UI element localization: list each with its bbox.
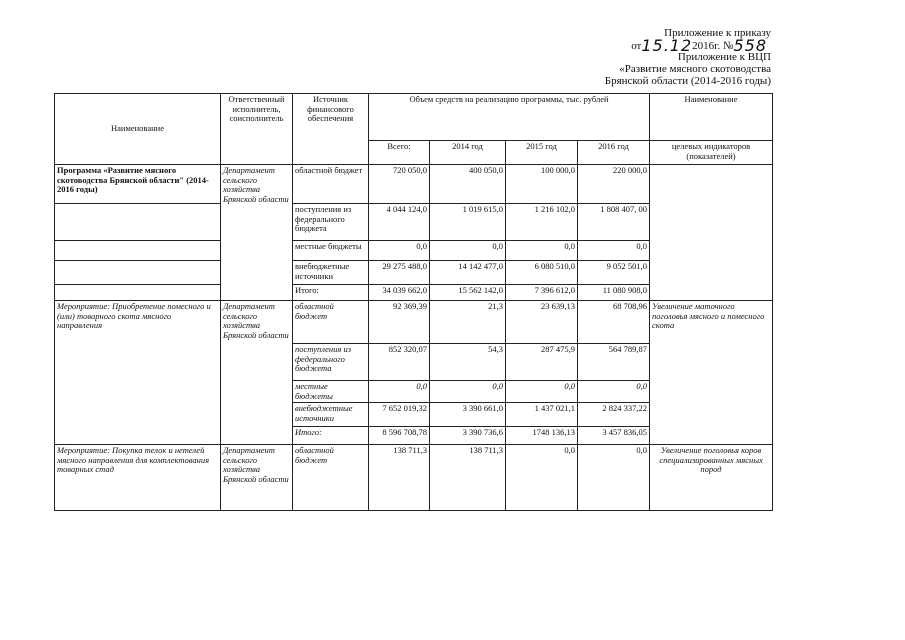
measure1-indicator-cell: Увеличение маточного поголовья мясного и помесного скота [650,301,773,445]
financing-table [54,93,773,511]
source-cell: внебюджетные источники [293,261,369,285]
y2016-cell: 9 052 501,0 [578,261,650,285]
total-cell: 29 275 488,0 [369,261,430,285]
source-cell: поступления из федерального бюджета [293,204,369,241]
y2015-cell: 1748 136,13 [506,427,578,445]
total-cell: 852 320,07 [369,344,430,381]
total-cell: 4 044 124,0 [369,204,430,241]
program-indicator-cell [650,165,773,301]
program-name-cell: Программа «Развитие мясного скотоводства Брянской области" (2014-2016 годы) [55,165,221,204]
total-cell: 92 369,39 [369,301,430,344]
y2014-cell: 15 562 142,0 [430,285,506,301]
col-head-total: Всего: [369,141,430,165]
y2015-cell: 1 437 021,1 [506,403,578,427]
y2014-cell: 14 142 477,0 [430,261,506,285]
order-date-number-line: от15.122016г. №558 [631,36,767,55]
handwritten-number: 558 [733,36,767,55]
total-cell: 0,0 [369,381,430,403]
y2016-cell: 564 789,87 [578,344,650,381]
col-head-indicator-sub: целевых индикаторов (показателей) [650,141,773,165]
y2016-cell: 0,0 [578,381,650,403]
y2014-cell: 400 050,0 [430,165,506,204]
measure2-indicator-cell: Увеличение поголовья коров специализированных мясных пород [650,445,773,511]
y2014-cell: 138 711,3 [430,445,506,511]
y2014-cell: 3 390 736,6 [430,427,506,445]
measure1-executor-cell: Департамент сельского хозяйства Брянской области [221,301,293,445]
y2015-cell: 100 000,0 [506,165,578,204]
y2014-cell: 21,3 [430,301,506,344]
y2014-cell: 0,0 [430,241,506,261]
total-cell: 138 711,3 [369,445,430,511]
col-head-2016: 2016 год [578,141,650,165]
y2015-cell: 287 475,9 [506,344,578,381]
total-cell: 34 039 662,0 [369,285,430,301]
measure2-name-cell: Мероприятие: Покупка телок и нетелей мясного направления для комплектования товарных стад [55,445,221,511]
y2015-cell: 23 639,13 [506,301,578,344]
program-region-line: Брянской области (2014-2016 годы) [604,75,771,87]
source-cell: областной бюджет [293,445,369,511]
y2016-cell: 3 457 836,05 [578,427,650,445]
source-cell: местные бюджеты [293,381,369,403]
col-head-volume: Объем средств на реализацию программы, тыс. рублей [369,94,650,141]
source-cell: местные бюджеты [293,241,369,261]
table-header-row [55,94,773,141]
source-cell: Итого: [293,285,369,301]
y2016-cell: 0,0 [578,445,650,511]
y2015-cell: 0,0 [506,381,578,403]
y2016-cell: 220 000,0 [578,165,650,204]
total-cell: 720 050,0 [369,165,430,204]
handwritten-date: 15.12 [641,36,693,55]
y2014-cell: 3 390 661,0 [430,403,506,427]
col-head-source: Источник финансового обеспечения [293,94,369,165]
col-head-executor: Ответственный исполнитель, соисполнитель [221,94,293,165]
col-head-indicator: Наименование [650,94,773,141]
y2015-cell: 7 396 612,0 [506,285,578,301]
appendix-vcp-line: Приложение к ВЦП [677,51,771,63]
source-cell: внебюджетные источники [293,403,369,427]
table-row [55,165,773,204]
col-head-name: Наименование [55,94,221,165]
col-head-2014: 2014 год [430,141,506,165]
col-head-2015: 2015 год [506,141,578,165]
y2016-cell: 2 824 337,22 [578,403,650,427]
y2015-cell: 6 080 510,0 [506,261,578,285]
measure1-name-cell: Мероприятие: Приобретение помесного и (или) товарного скота мясного направления [55,301,221,445]
source-cell: Итого: [293,427,369,445]
source-cell: поступления из федерального бюджета [293,344,369,381]
y2014-cell: 0,0 [430,381,506,403]
empty-name-cell [55,261,221,285]
y2014-cell: 54,3 [430,344,506,381]
total-cell: 0,0 [369,241,430,261]
empty-name-cell [55,285,221,301]
y2016-cell: 1 808 407, 00 [578,204,650,241]
empty-name-cell [55,241,221,261]
table-row [55,445,773,511]
table-row [55,301,773,344]
y2015-cell: 0,0 [506,445,578,511]
program-title-line: «Развитие мясного скотоводства [619,63,771,75]
y2016-cell: 68 708,96 [578,301,650,344]
y2016-cell: 0,0 [578,241,650,261]
y2015-cell: 0,0 [506,241,578,261]
y2014-cell: 1 019 615,0 [430,204,506,241]
total-cell: 8 596 708,78 [369,427,430,445]
source-cell: областной бюджет [293,301,369,344]
total-cell: 7 652 019,32 [369,403,430,427]
source-cell: областной бюджет [293,165,369,204]
appendix-order-line: Приложение к приказу [664,27,771,39]
program-executor-cell: Департамент сельского хозяйства Брянской области [221,165,293,301]
y2015-cell: 1 216 102,0 [506,204,578,241]
measure2-executor-cell: Департамент сельского хозяйства Брянской области [221,445,293,511]
empty-name-cell [55,204,221,241]
y2016-cell: 11 080 908,0 [578,285,650,301]
